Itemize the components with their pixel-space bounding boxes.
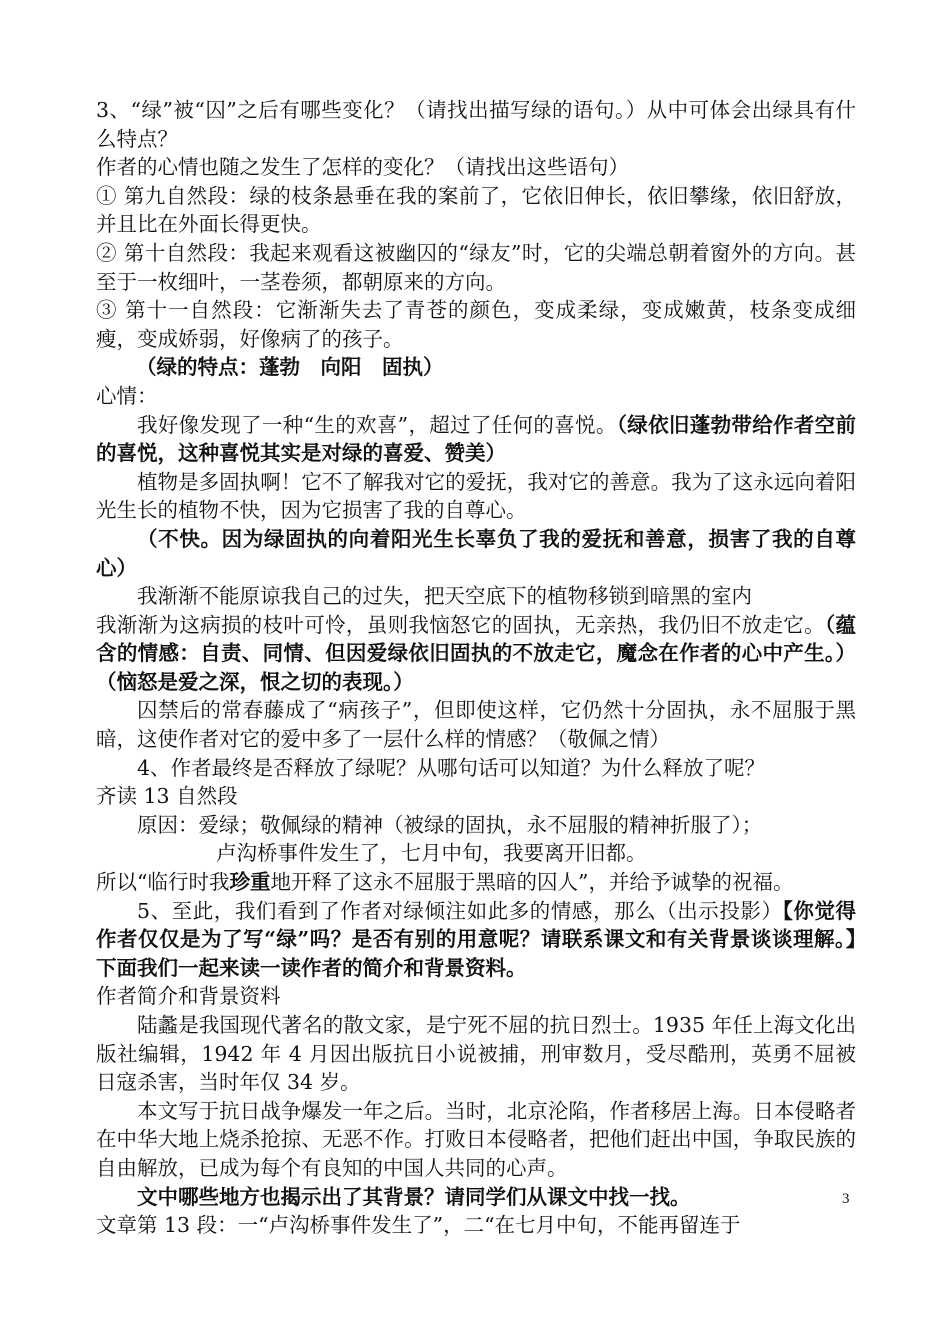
conclusion-post: 地开释了这永不屈服于黑暗的囚人”，并给予诚挚的祝福。 [270,870,794,895]
paragraph-13-reference: 文章第 13 段：一“卢沟桥事件发生了”，二“在七月中旬，不能再留连于 [96,1213,741,1238]
question-4: 4、作者最终是否释放了绿呢？从哪句话可以知道？为什么释放了呢？ [137,755,766,780]
question-3-followup: 作者的心情也随之发生了怎样的变化？（请找出这些语句） [96,155,629,180]
question-5-bold: 【你觉得作者仅仅是为了写“绿”吗？是否有别的用意呢？请联系课文和有关背景谈谈理解。】 下面我们一起来读一读作者的简介和背景资料。 [96,898,877,980]
question-5-text: 5、至此，我们看到了作者对绿倾注如此多的情感，那么（出示投影） [137,898,783,923]
mood-1-text: 我好像发现了一种“生的欢喜”，超过了任何的喜悦。 [137,412,617,437]
read-aloud: 齐读 13 自然段 [96,784,238,809]
mood-2-note: （不快。因为绿固执的向着阳光生长辜负了我的爱抚和善意，损害了我的自尊心） [96,526,856,580]
conclusion [96,868,856,897]
mood-paragraph-4: 囚禁后的常春藤成了“病孩子”，但即使这样，它仍然十分固执，永不屈服于黑暗，这使作者对它的爱中多了一层什么样的情感？（敬佩之情） [96,698,856,752]
mood-label: 心情： [96,383,158,408]
mood-paragraph-3b [96,611,856,697]
conclusion-pre: 所以“临行时我 [96,870,230,895]
document-page [96,96,877,1240]
mood-3-text: 我渐渐为这病损的枝叶可怜，虽则我恼怒它的固执，无亲热，我仍旧不放走它。 [96,612,825,637]
green-features: （绿的特点：蓬勃 向阳 固执） [136,355,444,380]
historical-background: 本文写于抗日战争爆发一年之后。当时，北京沦陷，作者移居上海。日本侵略者在中华大地上烧杀抢掠、无恶不作。打败日本侵略者，把他们赶出中国，争取民族的自由解放，已成为每个有良知的中国人共同的心声。 [96,1098,856,1180]
background-question: 文中哪些地方也揭示出了其背景？请同学们从课文中找一找。 [137,1184,691,1209]
background-title: 作者简介和背景资料 [96,984,281,1009]
author-bio: 陆蠡是我国现代著名的散文家，是宁死不屈的抗日烈士。1935 年任上海文化出版社编辑，1942 年 4 月因出版抗日小说被捕，刑审数月，受尽酷刑，英勇不屈被日寇杀害，当时年仅 34 岁。 [96,1013,856,1095]
reason-2: 卢沟桥事件发生了，七月中旬，我要离开旧都。 [216,841,647,866]
mood-paragraph-3: 我渐渐不能原谅我自己的过失，把天空底下的植物移锁到暗黑的室内 [137,584,752,609]
reason-1: 原因：爱绿；敬佩绿的精神（被绿的固执，永不屈服的精神折服了）； [137,812,763,837]
question-5 [96,897,877,983]
point-3: ③ 第十一自然段：它渐渐失去了青苍的颜色，变成柔绿，变成嫩黄，枝条变成细瘦，变成娇弱，好像病了的孩子。 [96,298,856,351]
point-1: ① 第九自然段：绿的枝条悬垂在我的案前了，它依旧伸长，依旧攀缘，依旧舒放，并且比在外面长得更快。 [96,183,856,237]
conclusion-bold: 珍重 [229,870,271,895]
point-2: ② 第十自然段：我起来观看这被幽囚的“绿友”时，它的尖端总朝着窗外的方向。甚至于一枚细叶，一茎卷须，都朝原来的方向。 [96,240,856,294]
mood-paragraph-2: 植物是多固执啊！它不了解我对它的爱抚，我对它的善意。我为了这永远向着阳光生长的植物不快，因为它损害了我的自尊心。 [96,469,856,523]
mood-3-note-2: （恼怒是爱之深，恨之切的表现。） [96,669,414,694]
page-number: 3 [842,1191,850,1207]
mood-1-note: （绿依旧蓬勃带给作者空前的喜悦，这种喜悦其实是对绿的喜爱、赞美） [96,412,856,466]
question-3: 3、“绿”被“囚”之后有哪些变化？（请找出描写绿的语句。）从中可体会出绿具有什么特点？ [96,98,856,151]
mood-3-note-1: （蕴含的情感：自责、同情、但因爱绿依旧固执的不放走它，魔念在作者的心中产生。） [96,612,856,666]
mood-paragraph-1 [96,411,856,468]
